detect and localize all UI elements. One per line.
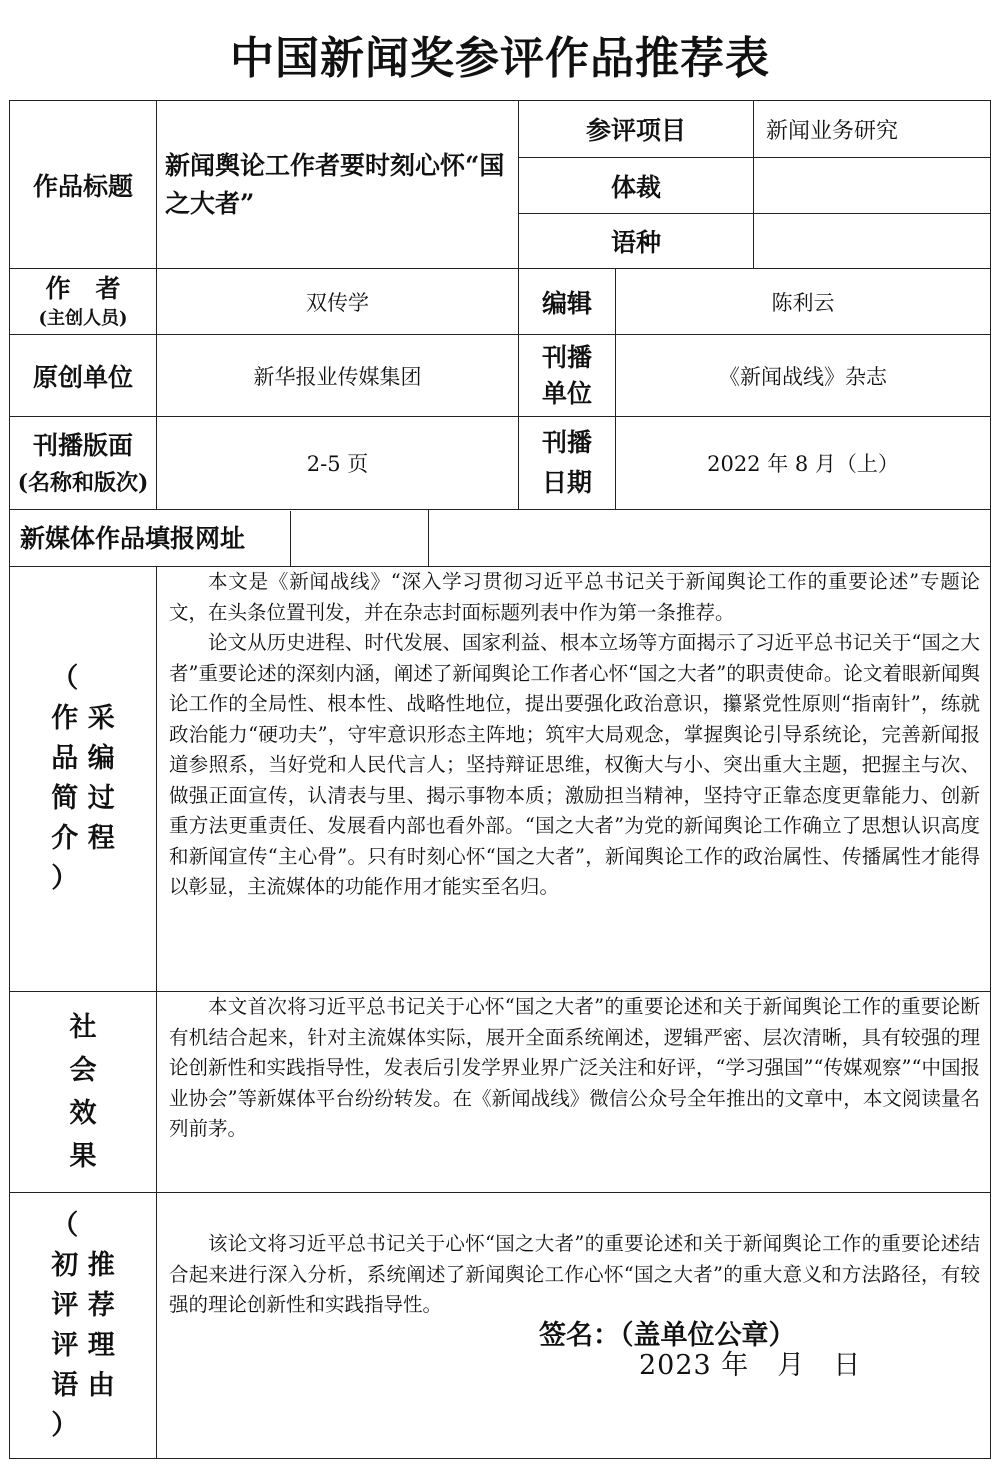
- author-label: 作 者: [45, 273, 121, 303]
- editor-label: 编辑: [519, 269, 616, 335]
- page-title: 中国新闻奖参评作品推荐表: [230, 33, 770, 84]
- author-sublabel: (主创人员): [38, 307, 128, 329]
- work-title-label: 作品标题: [10, 101, 157, 269]
- author-value: 双传学: [157, 269, 519, 335]
- row-author: [10, 269, 991, 335]
- row-new-media-url: [10, 510, 991, 567]
- original-unit-label: 原创单位: [10, 335, 157, 417]
- social-effect-label-char: 效: [69, 1098, 97, 1129]
- row-intro: [10, 567, 991, 992]
- signature-line: 签名：（盖单位公章）: [539, 1319, 796, 1351]
- intro-label-col2: 采 编 过 程: [87, 703, 115, 854]
- row-publish-page: [10, 417, 991, 510]
- editor-value: 陈利云: [616, 269, 991, 335]
- recommendation-label-cell: [10, 1193, 157, 1459]
- publish-page-label-cell: [10, 417, 157, 510]
- new-media-url-label-cell: [10, 510, 429, 567]
- publish-unit-label-line1: 刊播: [542, 342, 593, 372]
- recommendation-paragraph: 该论文将习近平总书记关于心怀“国之大者”的重要论述和关于新闻舆论工作的重要论述结合起来进行深入分析，系统阐述了新闻舆论工作心怀“国之大者”的重大意义和方法路径，有较强的理论创新性和实践指导性。: [169, 1232, 981, 1316]
- social-effect-label-char: 会: [69, 1055, 97, 1086]
- publish-date-label-line1: 刊播: [542, 428, 593, 457]
- social-effect-label-char: 果: [69, 1141, 97, 1172]
- recommendation-label-col1: （ 初 评 评 语 ）: [51, 1209, 79, 1441]
- intro-label-col1: （ 作 品 简 介 ）: [51, 663, 79, 894]
- row-original-unit: [10, 335, 991, 417]
- work-title-value: 新闻舆论工作者要时刻心怀“国之大者”: [157, 101, 519, 269]
- publish-page-value: 2-5 页: [157, 417, 519, 510]
- publish-page-sublabel: (名称和版次): [17, 470, 149, 496]
- row-recommendation: [10, 1193, 991, 1459]
- publish-date-label-cell: [519, 417, 616, 510]
- publish-unit-label-line2: 单位: [542, 378, 593, 408]
- category-label: 参评项目: [519, 101, 754, 158]
- intro-text-cell: [157, 567, 991, 992]
- original-unit-value: 新华报业传媒集团: [157, 335, 519, 417]
- author-label-cell: [10, 269, 157, 335]
- new-media-url-label: 新媒体作品填报网址: [20, 511, 291, 566]
- recommendation-label-col2: 推 荐 理 由: [87, 1249, 115, 1401]
- genre-value: [754, 158, 991, 214]
- social-effect-label-char: 社: [69, 1012, 97, 1043]
- language-value: [754, 214, 991, 269]
- language-label: 语种: [519, 214, 754, 269]
- publish-unit-label-cell: [519, 335, 616, 417]
- recommendation-form-table: [9, 100, 991, 1459]
- genre-label: 体裁: [519, 158, 754, 214]
- publish-unit-value: 《新闻战线》杂志: [616, 335, 991, 417]
- category-value: 新闻业务研究: [754, 101, 991, 158]
- publish-page-label: 刊播版面: [32, 431, 133, 460]
- intro-paragraph: 论文从历史进程、时代发展、国家利益、根本立场等方面揭示了习近平总书记关于“国之大者”重要论述的深刻内涵，阐述了新闻舆论工作者心怀“国之大者”的职责使命。论文着眼新闻舆论工作的全局性、根本性、战略性地位，提出要强化政治意识，攥紧党性原则“指南针”，练就政治能力“硬功夫”，守牢意识形态主阵地；筑牢大局观念，掌握舆论引导系统论，完善新闻报道参照系，当好党和人民代言人；坚持辩证思维，权衡大与小、突出重大主题，把握主与次、做强正面宣传，认清表与里、揭示事物本质；激励担当精神，坚持守正靠态度更靠能力、创新重方法更重责任、发展看内部也看外部。“国之大者”为党的新闻舆论工作确立了思想认识高度和新闻宣传“主心骨”。只有时刻心怀“国之大者”，新闻舆论工作的政治属性、传播属性才能得以彰显，主流媒体的功能作用才能实至名归。: [169, 631, 981, 898]
- social-effect-paragraph: 本文首次将习近平总书记关于心怀“国之大者”的重要论述和关于新闻舆论工作的重要论断有机结合起来，针对主流媒体实际，展开全面系统阐述，逻辑严密、层次清晰，具有较强的理论创新性和实践指导性，发表后引发学界业界广泛关注和好评，“学习强国”“传媒观察”“中国报业协会”等新媒体平台纷纷转发。在《新闻战线》微信公众号全年推出的文章中，本文阅读量名列前茅。: [169, 995, 981, 1140]
- intro-label-cell: [10, 567, 157, 992]
- recommendation-text-cell: [157, 1193, 991, 1459]
- publish-date-label-line2: 日期: [542, 468, 593, 497]
- row-category: [10, 101, 991, 158]
- new-media-url-value: [429, 510, 991, 567]
- signature-date: 2023 年 月 日: [639, 1350, 862, 1381]
- publish-date-value: 2022 年 8 月（上）: [616, 417, 991, 510]
- social-effect-text-cell: [157, 992, 991, 1193]
- intro-paragraph: 本文是《新闻战线》“深入学习贯彻习近平总书记关于新闻舆论工作的重要论述”专题论文，在头条位置刊发，并在杂志封面标题列表中作为第一条推荐。: [169, 570, 981, 624]
- social-effect-label-cell: [10, 992, 157, 1193]
- row-social-effect: [10, 992, 991, 1193]
